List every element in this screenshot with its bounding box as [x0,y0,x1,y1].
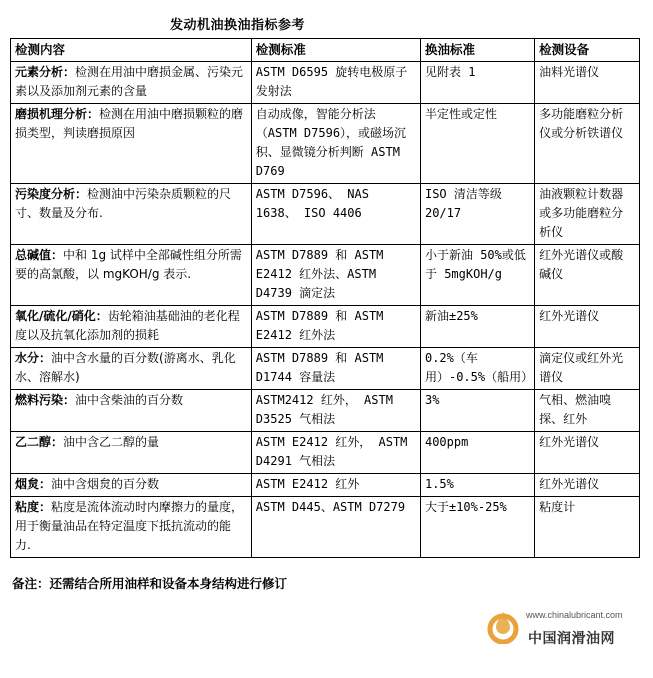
site-logo [486,608,644,658]
row-criterion: 0.2%（车用）-0.5%（船用） [420,348,534,390]
row-standard: ASTM E2412 红外， ASTM D4291 气相法 [251,432,420,474]
table-row [11,184,640,245]
row-standard: ASTM D7596、 NAS 1638、 ISO 4406 [251,184,420,245]
row-desc: 油中含烟炱的百分数 [51,477,160,491]
row-equipment: 多功能磨粒分析仪或分析铁谱仪 [535,104,640,184]
row-content [11,306,252,348]
table-header-row [11,39,640,62]
row-desc: 油中含水量的百分数(游离水、乳化水、溶解水) [15,351,236,384]
table-row [11,245,640,306]
row-equipment: 红外光谱仪 [535,306,640,348]
row-criterion: 见附表 1 [420,62,534,104]
row-key: 燃料污染： [15,393,76,407]
row-standard: ASTM E2412 红外 [251,474,420,497]
row-desc: 检测在用油中磨损金属、污染元素以及添加剂元素的含量 [15,65,244,98]
table-row [11,497,640,558]
row-standard: ASTM D7889 和 ASTM D1744 容量法 [251,348,420,390]
row-criterion: 小于新油 50%或低于 5mgKOH/g [420,245,534,306]
row-equipment: 气相、燃油嗅探、红外 [535,390,640,432]
row-content [11,497,252,558]
row-equipment: 粘度计 [535,497,640,558]
row-equipment: 红外光谱仪 [535,432,640,474]
lubricant-drop-icon [486,610,520,644]
header-criterion: 换油标准 [420,39,534,62]
header-content: 检测内容 [11,39,252,62]
row-content [11,184,252,245]
row-standard: ASTM D7889 和 ASTM E2412 红外法、ASTM D4739 滴定法 [251,245,420,306]
row-criterion: 3% [420,390,534,432]
row-desc: 粘度是流体流动时内摩擦力的量度，用于衡量油品在特定温度下抵抗流动的能力. [15,500,244,552]
document-title: 发动机油换油指标参考 [170,18,306,33]
table-row [11,62,640,104]
table-row [11,306,640,348]
row-key: 污染度分析： [15,187,88,201]
header-equipment: 检测设备 [535,39,640,62]
logo-name: 中国润滑油网 [528,631,615,647]
row-content [11,245,252,306]
table-row [11,348,640,390]
row-content [11,62,252,104]
row-standard: 自动成像，智能分析法（ASTM D7596），或磁场沉积、显微镜分析判断 ASTM D769 [251,104,420,184]
row-criterion: ISO 清洁等级 20/17 [420,184,534,245]
row-desc: 中和 1g 试样中全部碱性组分所需要的高氯酸，以 mgKOH/g 表示. [15,248,242,281]
row-content [11,390,252,432]
row-key: 烟炱： [15,477,52,491]
row-content [11,474,252,497]
row-criterion: 新油±25% [420,306,534,348]
row-equipment: 油料光谱仪 [535,62,640,104]
row-key: 粘度： [15,500,52,514]
row-content [11,104,252,184]
row-key: 氧化/硫化/硝化： [15,309,108,323]
row-equipment: 油液颗粒计数器或多功能磨粒分析仪 [535,184,640,245]
table-row [11,432,640,474]
row-desc: 油中含乙二醇的量 [63,435,160,449]
row-key: 乙二醇： [15,435,64,449]
row-standard: ASTM D7889 和 ASTM E2412 红外法 [251,306,420,348]
row-key: 总碱值： [15,248,64,262]
row-equipment: 红外光谱仪 [535,474,640,497]
footnote: 备注：还需结合所用油样和设备本身结构进行修订 [12,576,288,591]
logo-url: www.chinalubricant.com [526,610,623,620]
row-desc: 检测油中污染杂质颗粒的尺寸、数量及分布. [15,187,232,220]
row-equipment: 红外光谱仪或酸碱仪 [535,245,640,306]
row-criterion: 大于±10%-25% [420,497,534,558]
row-content [11,348,252,390]
row-criterion: 400ppm [420,432,534,474]
row-standard: ASTM D445、ASTM D7279 [251,497,420,558]
row-content [11,432,252,474]
row-standard: ASTM2412 红外， ASTM D3525 气相法 [251,390,420,432]
header-standard: 检测标准 [251,39,420,62]
table-row [11,474,640,497]
row-equipment: 滴定仪或红外光谱仪 [535,348,640,390]
oil-change-index-table [10,38,640,558]
row-standard: ASTM D6595 旋转电极原子发射法 [251,62,420,104]
row-criterion: 1.5% [420,474,534,497]
row-desc: 齿轮箱油基础油的老化程度以及抗氧化添加剂的损耗 [15,309,240,342]
row-desc: 油中含柴油的百分数 [75,393,184,407]
row-key: 水分： [15,351,52,365]
row-key: 元素分析： [15,65,76,79]
table-row [11,390,640,432]
table-row [11,104,640,184]
row-criterion: 半定性或定性 [420,104,534,184]
row-desc: 检测在用油中磨损颗粒的磨损类型，判读磨损原因 [15,107,244,140]
row-key: 磨损机理分析： [15,107,100,121]
